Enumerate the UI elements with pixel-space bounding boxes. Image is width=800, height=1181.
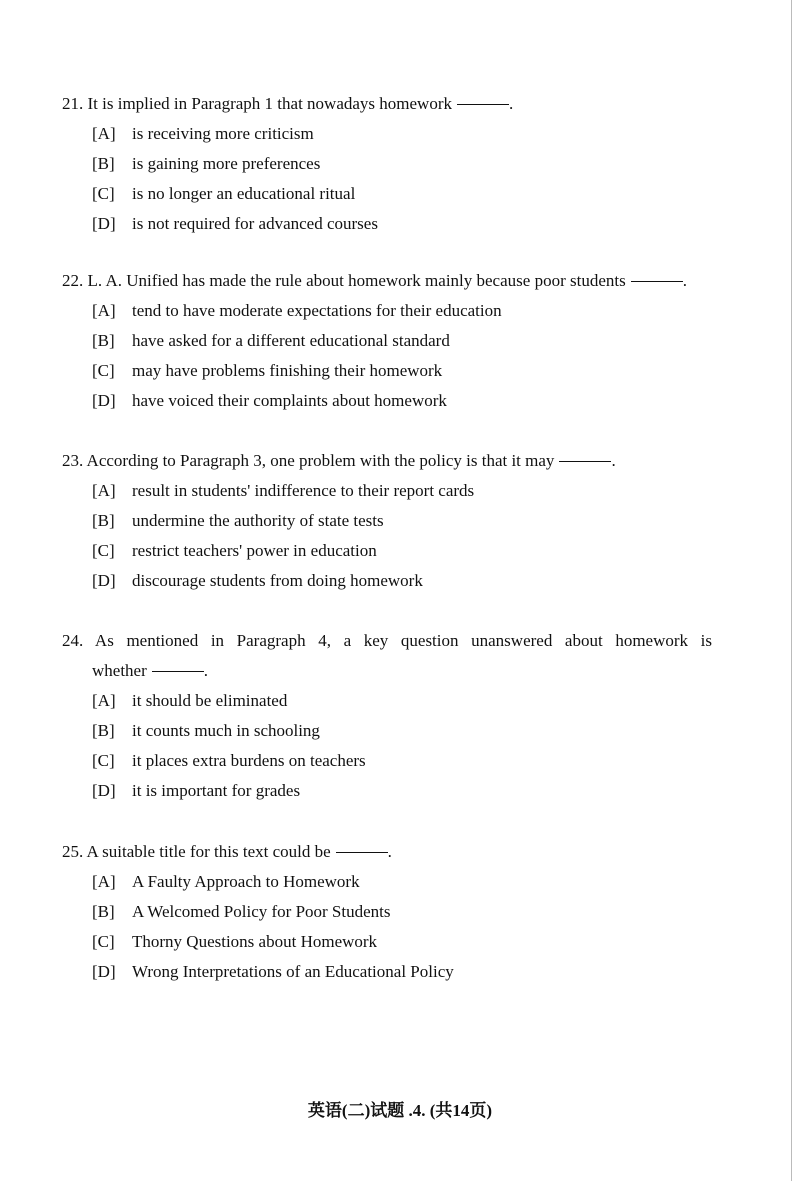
question-stem bbox=[62, 266, 712, 296]
question-text: 21. It is implied in Paragraph 1 that nowadays homework bbox=[62, 94, 452, 113]
option-text: is receiving more criticism bbox=[132, 124, 314, 143]
option-letter: [D] bbox=[92, 214, 116, 233]
option-text: A Faulty Approach to Homework bbox=[132, 872, 360, 891]
question-24 bbox=[62, 626, 712, 806]
option-c bbox=[92, 746, 712, 776]
option-d bbox=[92, 566, 712, 596]
answer-blank bbox=[631, 281, 683, 282]
question-22 bbox=[62, 266, 712, 416]
option-letter: [A] bbox=[92, 872, 116, 891]
question-stem-line2 bbox=[92, 656, 712, 686]
option-text: Thorny Questions about Homework bbox=[132, 932, 378, 951]
question-stem bbox=[62, 837, 712, 867]
option-text: it should be eliminated bbox=[132, 691, 288, 710]
option-text: it is important for grades bbox=[132, 781, 301, 800]
option-c bbox=[92, 927, 712, 957]
option-letter: [D] bbox=[92, 962, 116, 981]
option-letter: [A] bbox=[92, 691, 116, 710]
option-b bbox=[92, 326, 712, 356]
scan-edge-line bbox=[791, 0, 792, 1181]
option-text: is gaining more preferences bbox=[132, 154, 321, 173]
option-b bbox=[92, 897, 712, 927]
question-end: . bbox=[611, 451, 616, 470]
option-text: Wrong Interpretations of an Educational Policy bbox=[132, 962, 454, 981]
question-stem bbox=[62, 446, 712, 476]
option-a bbox=[92, 296, 712, 326]
option-letter: [C] bbox=[92, 361, 115, 380]
option-letter: [A] bbox=[92, 301, 116, 320]
page-footer: 英语(二)试题 .4. (共14页) bbox=[307, 1101, 493, 1120]
question-end: . bbox=[387, 842, 392, 861]
option-text: have asked for a different educational standard bbox=[132, 331, 450, 350]
option-letter: [A] bbox=[92, 124, 116, 143]
option-text: restrict teachers' power in education bbox=[132, 541, 377, 560]
question-text: 25. A suitable title for this text could be bbox=[62, 842, 331, 861]
option-text: undermine the authority of state tests bbox=[132, 511, 384, 530]
option-a bbox=[92, 476, 712, 506]
option-letter: [C] bbox=[92, 541, 115, 560]
option-text: tend to have moderate expectations for their education bbox=[132, 301, 502, 320]
question-end: . bbox=[203, 661, 209, 680]
question-text: 22. L. A. Unified has made the rule about homework mainly because poor students bbox=[62, 271, 626, 290]
option-d bbox=[92, 776, 712, 806]
option-b bbox=[92, 716, 712, 746]
option-letter: [A] bbox=[92, 481, 116, 500]
option-text: is no longer an educational ritual bbox=[132, 184, 356, 203]
option-text: A Welcomed Policy for Poor Students bbox=[132, 902, 391, 921]
question-25 bbox=[62, 837, 712, 987]
question-text-continued: whether bbox=[92, 661, 147, 680]
answer-blank bbox=[336, 852, 388, 853]
option-b bbox=[92, 149, 712, 179]
option-letter: [B] bbox=[92, 511, 115, 530]
option-text: result in students' indifference to their report cards bbox=[132, 481, 475, 500]
option-letter: [D] bbox=[92, 781, 116, 800]
question-21 bbox=[62, 89, 712, 239]
question-end: . bbox=[682, 271, 687, 290]
option-text: have voiced their complaints about homework bbox=[132, 391, 447, 410]
option-text: is not required for advanced courses bbox=[132, 214, 378, 233]
option-letter: [B] bbox=[92, 154, 115, 173]
option-a bbox=[92, 119, 712, 149]
question-end: . bbox=[508, 94, 514, 113]
option-text: it counts much in schooling bbox=[132, 721, 320, 740]
option-letter: [B] bbox=[92, 331, 115, 350]
option-letter: [D] bbox=[92, 571, 116, 590]
answer-blank bbox=[457, 104, 509, 105]
option-letter: [C] bbox=[92, 184, 115, 203]
option-c bbox=[92, 536, 712, 566]
option-text: may have problems finishing their homework bbox=[132, 361, 443, 380]
question-text: 24. As mentioned in Paragraph 4, a key question unanswered about homework is bbox=[62, 631, 712, 650]
option-letter: [D] bbox=[92, 391, 116, 410]
answer-blank bbox=[559, 461, 611, 462]
option-a bbox=[92, 867, 712, 897]
option-text: it places extra burdens on teachers bbox=[132, 751, 366, 770]
option-letter: [B] bbox=[92, 721, 115, 740]
question-23 bbox=[62, 446, 712, 596]
option-d bbox=[92, 209, 712, 239]
question-text: 23. According to Paragraph 3, one problem with the policy is that it may bbox=[62, 451, 555, 470]
option-d bbox=[92, 386, 712, 416]
option-letter: [B] bbox=[92, 902, 115, 921]
option-a bbox=[92, 686, 712, 716]
question-stem bbox=[62, 89, 712, 119]
option-d bbox=[92, 957, 712, 987]
option-letter: [C] bbox=[92, 932, 115, 951]
option-text: discourage students from doing homework bbox=[132, 571, 423, 590]
option-letter: [C] bbox=[92, 751, 115, 770]
option-c bbox=[92, 179, 712, 209]
option-c bbox=[92, 356, 712, 386]
answer-blank bbox=[152, 671, 204, 672]
option-b bbox=[92, 506, 712, 536]
